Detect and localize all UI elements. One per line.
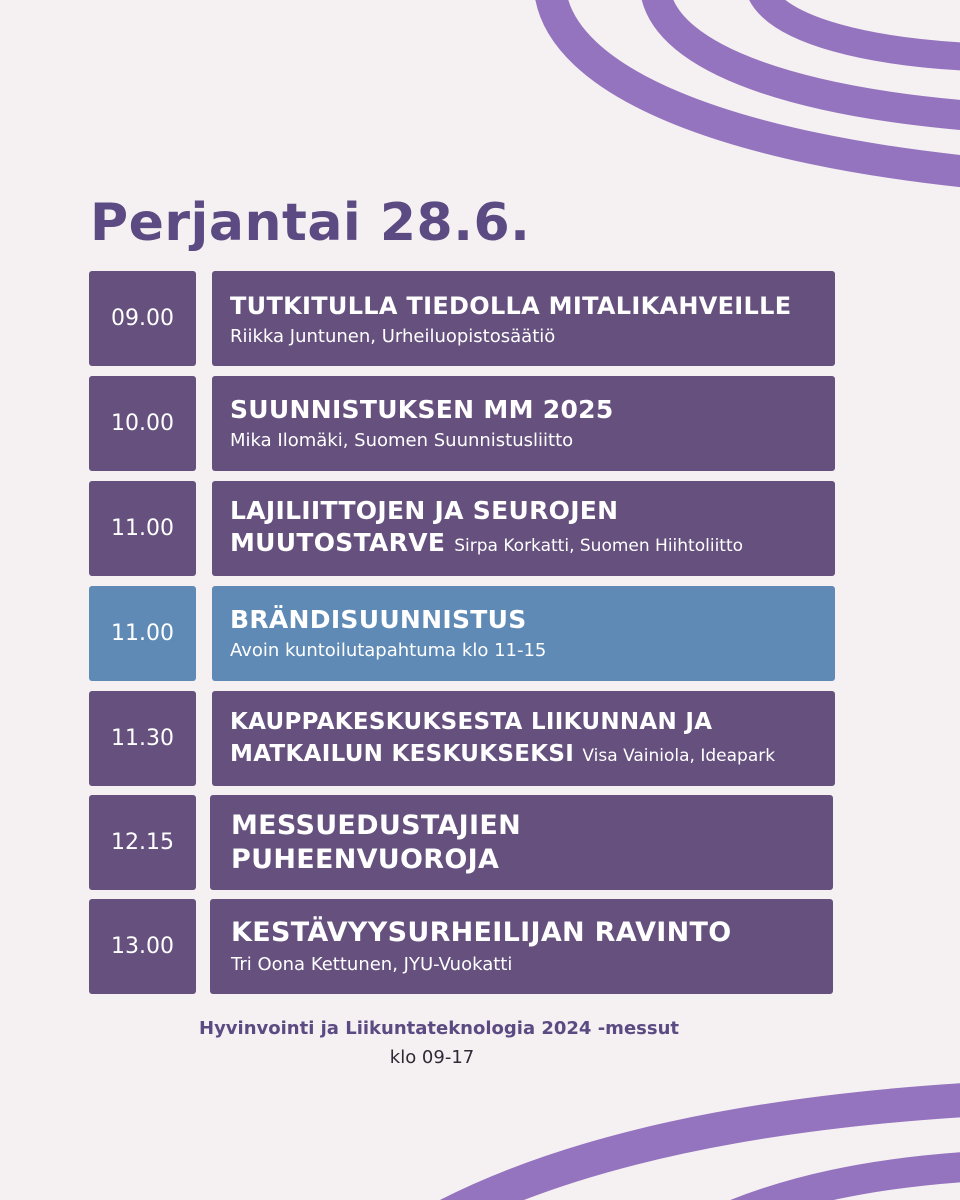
session-card [212, 376, 835, 471]
session-title: KESTÄVYYSURHEILIJAN RAVINTO [231, 916, 732, 948]
session-title-part: MATKAILUN KESKUKSEKSI [230, 740, 575, 767]
event-name: Hyvinvointi ja Liikuntateknologia 2024 -messut [199, 1018, 679, 1039]
session-card [210, 899, 833, 994]
page-title: Perjantai 28.6. [90, 193, 531, 253]
session-speaker: Avoin kuntoilutapahtuma klo 11-15 [230, 639, 547, 661]
session-card [210, 795, 833, 890]
session-card [212, 586, 835, 681]
session-title: BRÄNDISUUNNISTUS [230, 604, 527, 634]
time-slot: 11.00 [89, 586, 196, 681]
session-speaker: Mika Ilomäki, Suomen Suunnistusliitto [230, 429, 574, 451]
session-speaker: Sirpa Korkatti, Suomen Hiihtoliitto [454, 536, 744, 556]
session-title-line1: KAUPPAKESKUKSESTA LIIKUNNAN JA [230, 708, 713, 735]
session-speaker: Visa Vainiola, Ideapark [582, 745, 776, 766]
session-card [212, 691, 835, 786]
session-title-line2 [230, 527, 835, 562]
session-title-line2: PUHEENVUOROJA [231, 843, 500, 875]
session-speaker: Riikka Juntunen, Urheiluopistosäätiö [230, 325, 556, 347]
session-card [212, 271, 835, 366]
time-slot: 12.15 [89, 795, 196, 890]
session-card [212, 481, 835, 576]
session-title-line2 [230, 738, 835, 772]
time-slot: 10.00 [89, 376, 196, 471]
session-title: SUUNNISTUKSEN MM 2025 [230, 394, 614, 424]
time-slot: 11.00 [89, 481, 196, 576]
time-slot: 09.00 [89, 271, 196, 366]
time-slot: 13.00 [89, 899, 196, 994]
session-speaker: Tri Oona Kettunen, JYU-Vuokatti [231, 953, 513, 975]
session-title: TUTKITULLA TIEDOLLA MITALIKAHVEILLE [230, 291, 792, 320]
session-title-line1: MESSUEDUSTAJIEN [231, 809, 521, 841]
time-slot: 11.30 [89, 691, 196, 786]
event-hours: klo 09-17 [389, 1047, 475, 1068]
session-title-part: MUUTOSTARVE [230, 528, 446, 557]
session-title-line1: LAJILIITTOJEN JA SEUROJEN [230, 496, 619, 525]
